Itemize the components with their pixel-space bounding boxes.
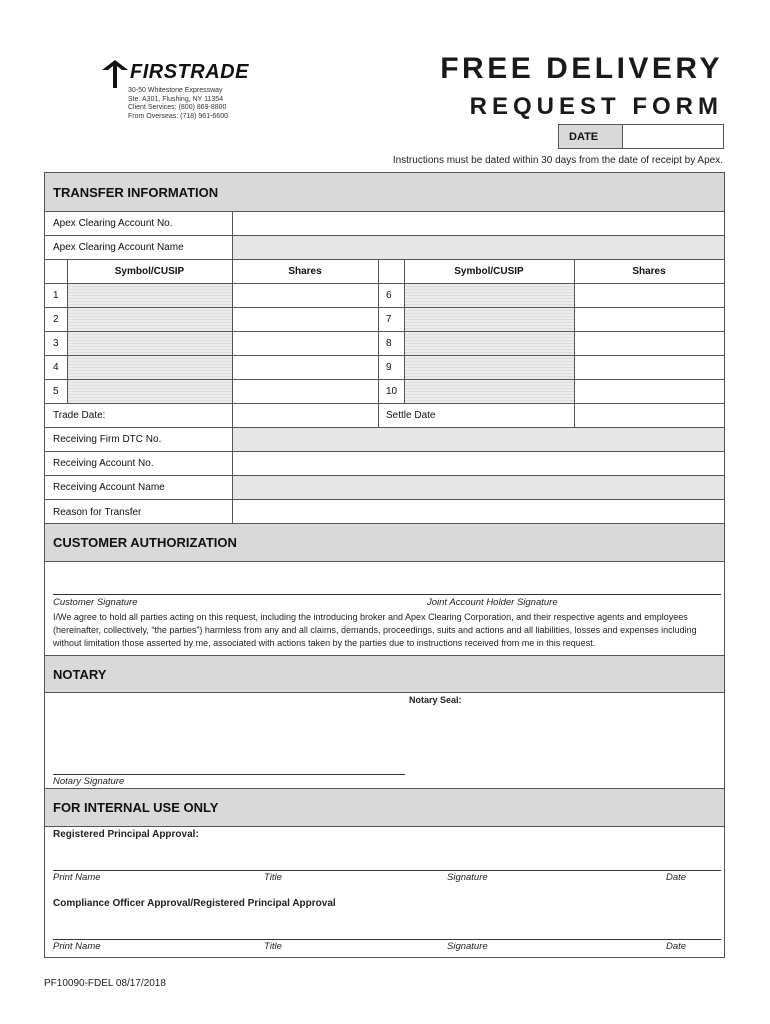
- trade-date-label: Trade Date:: [53, 410, 106, 421]
- form-subtitle: REQUEST FORM: [469, 93, 723, 120]
- compliance-signature-line: [53, 939, 721, 940]
- account-name-label: Apex Clearing Account Name: [53, 242, 184, 253]
- trade-date-row: [45, 404, 724, 428]
- reason-row: [45, 500, 724, 524]
- section-heading-authorization: CUSTOMER AUTHORIZATION: [45, 523, 724, 562]
- compliance-approval-label: Compliance Officer Approval/Registered Principal Approval: [53, 898, 336, 909]
- row-number: 9: [386, 362, 392, 373]
- date-label: Date: [666, 941, 687, 952]
- shares-field[interactable]: [233, 308, 378, 331]
- recv-account-name-label: Receiving Account Name: [53, 482, 165, 493]
- notary-signature-label: Notary Signature: [53, 776, 125, 787]
- print-name-label: Print Name: [53, 941, 101, 952]
- section-heading-transfer: TRANSFER INFORMATION: [45, 172, 724, 212]
- row-number: 10: [386, 386, 398, 397]
- signature-label: Signature: [447, 941, 488, 952]
- shares-field[interactable]: [233, 332, 378, 355]
- symbol-field[interactable]: [405, 356, 574, 379]
- section-heading-notary: NOTARY: [45, 655, 724, 693]
- shares-header-right: Shares: [632, 266, 666, 277]
- authorization-text: I/We agree to hold all parties acting on this request, including the introducing broker and Apex Clearing Corporation, and their respective agents and employees (hereinafter, collectively, “the parties”) harmless from any and all claims, demands, proceedings, suits and actions and all liabilities, losses and expenses including without limitation those asserted by me, associated with actions taken by the parties due to instructions received from me in this request.: [53, 612, 697, 648]
- account-name-row: [45, 236, 724, 260]
- form-title: FREE DELIVERY: [440, 52, 723, 85]
- recv-account-no-field[interactable]: [233, 452, 724, 475]
- shares-field[interactable]: [575, 308, 724, 331]
- row-number: 2: [53, 314, 59, 325]
- notary-signature-line: [53, 774, 405, 775]
- row-number: 6: [386, 290, 392, 301]
- recv-account-name-row: [45, 476, 724, 500]
- account-name-field[interactable]: [233, 236, 724, 259]
- recv-account-no-row: [45, 452, 724, 476]
- client-services-phone: Client Services: (800) 869-8800: [128, 104, 227, 112]
- notary-signature-area[interactable]: [45, 733, 405, 773]
- account-no-row: [45, 212, 724, 236]
- firstrade-logo: [102, 58, 249, 90]
- title-label: Title: [264, 872, 282, 883]
- symbol-field[interactable]: [405, 332, 574, 355]
- symbol-header-left: Symbol/CUSIP: [114, 266, 185, 277]
- print-name-label: Print Name: [53, 872, 101, 883]
- date-label: Date: [666, 872, 687, 883]
- account-no-label: Apex Clearing Account No.: [53, 218, 173, 229]
- principal-signature-line: [53, 870, 721, 871]
- signature-line: [53, 594, 721, 595]
- dtc-field[interactable]: [233, 428, 724, 451]
- divider: [378, 260, 379, 283]
- shares-field[interactable]: [233, 380, 378, 403]
- row-number: 3: [53, 338, 59, 349]
- symbol-field[interactable]: [405, 284, 574, 307]
- address-line: 30-50 Whitestone Expressway: [128, 87, 223, 94]
- shares-header-left: Shares: [288, 266, 322, 277]
- account-no-field[interactable]: [233, 212, 724, 235]
- date-label: DATE: [559, 125, 623, 148]
- shares-field[interactable]: [233, 356, 378, 379]
- shares-field[interactable]: [233, 284, 378, 307]
- overseas-phone: From Overseas: (718) 961-6600: [128, 112, 228, 120]
- customer-signature-area[interactable]: [45, 563, 724, 593]
- address-line: Ste. A301, Flushing, NY 11354: [128, 95, 224, 103]
- row-number: 1: [53, 290, 59, 301]
- principal-approval-label: Registered Principal Approval:: [53, 829, 199, 840]
- recv-account-name-field[interactable]: [233, 476, 724, 499]
- form-body: [44, 172, 725, 958]
- signature-label: Signature: [447, 872, 488, 883]
- principal-approval-area[interactable]: [45, 841, 724, 869]
- security-row: [45, 284, 724, 308]
- dtc-row: [45, 428, 724, 452]
- shares-field[interactable]: [575, 356, 724, 379]
- symbol-field[interactable]: [68, 380, 232, 403]
- settle-date-field[interactable]: [575, 404, 724, 427]
- security-row: [45, 308, 724, 332]
- instructions-text: Instructions must be dated within 30 days from the date of receipt by Apex.: [392, 155, 723, 166]
- symbol-field[interactable]: [405, 380, 574, 403]
- symbol-field[interactable]: [68, 308, 232, 331]
- recv-account-no-label: Receiving Account No.: [53, 458, 154, 469]
- shares-field[interactable]: [575, 380, 724, 403]
- symbol-field[interactable]: [68, 356, 232, 379]
- settle-date-label: Settle Date: [386, 410, 436, 421]
- reason-field[interactable]: [233, 500, 724, 524]
- arrow-logo-icon: [102, 60, 128, 88]
- row-number: 5: [53, 386, 59, 397]
- customer-signature-label: Customer Signature: [53, 597, 138, 608]
- notary-seal-label: Notary Seal:: [409, 695, 462, 705]
- symbol-field[interactable]: [68, 284, 232, 307]
- symbol-field[interactable]: [68, 332, 232, 355]
- shares-field[interactable]: [575, 284, 724, 307]
- joint-signature-label: Joint Account Holder Signature: [427, 597, 558, 608]
- symbol-field[interactable]: [405, 308, 574, 331]
- date-box: [558, 124, 724, 149]
- company-address: [128, 87, 228, 121]
- section-heading-internal: FOR INTERNAL USE ONLY: [45, 788, 724, 827]
- row-number: 7: [386, 314, 392, 325]
- form-id: PF10090-FDEL 08/17/2018: [44, 978, 166, 989]
- symbol-header-right: Symbol/CUSIP: [454, 266, 524, 277]
- trade-date-field[interactable]: [233, 404, 378, 427]
- securities-header-row: [45, 260, 724, 284]
- row-number: 8: [386, 338, 392, 349]
- security-row: [45, 356, 724, 380]
- compliance-approval-area[interactable]: [45, 911, 724, 938]
- title-label: Title: [264, 941, 282, 952]
- reason-label: Reason for Transfer: [53, 506, 142, 518]
- dtc-label: Receiving Firm DTC No.: [53, 434, 162, 445]
- security-row: [45, 332, 724, 356]
- security-row: [45, 380, 724, 404]
- row-number: 4: [53, 362, 59, 373]
- shares-field[interactable]: [575, 332, 724, 355]
- date-field[interactable]: [623, 125, 723, 148]
- logo-text: FIRSTRADE: [130, 61, 249, 83]
